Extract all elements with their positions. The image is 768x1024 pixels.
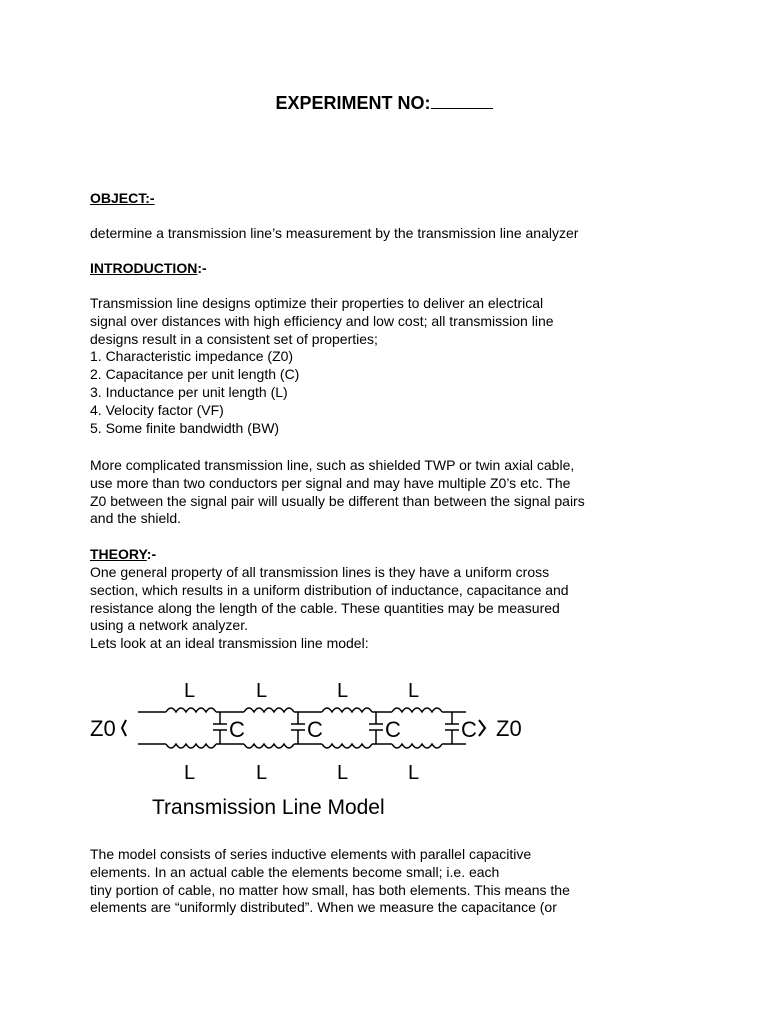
- text-line: tiny portion of cable, no matter how small, has both elements. This means the: [90, 881, 570, 898]
- text-line: More complicated transmission line, such as shielded TWP or twin axial cable,: [90, 457, 575, 473]
- capacitor-label: C: [229, 717, 245, 742]
- text-line: The model consists of series inductive elements with parallel capacitive: [90, 846, 532, 862]
- introduction-heading-text: INTRODUCTION: [90, 260, 198, 276]
- theory-heading-suffix: :-: [146, 546, 157, 562]
- inductor-label: L: [337, 762, 349, 784]
- text-line: section, which results in a uniform distribution of inductance, capacitance and: [90, 581, 569, 598]
- text-line: and the shield.: [90, 510, 182, 527]
- property-item: 3. Inductance per unit length (L): [90, 383, 288, 400]
- text-line: signal over distances with high efficiency and low cost; all transmission line: [90, 312, 554, 329]
- inductor-label: L: [184, 762, 196, 784]
- inductor-label: L: [408, 680, 420, 702]
- text-line: One general property of all transmission lines is they have a uniform cross: [90, 564, 550, 580]
- property-item: 2. Capacitance per unit length (C): [90, 366, 300, 383]
- property-item: 1. Characteristic impedance (Z0): [90, 348, 294, 365]
- object-heading: [90, 190, 155, 206]
- experiment-title: [0, 93, 768, 114]
- inductor-label: L: [184, 680, 196, 702]
- top-rail: [138, 708, 466, 712]
- experiment-number-blank: [431, 94, 493, 109]
- text-line: Z0 between the signal pair will usually be different than between the signal pairs: [90, 492, 585, 509]
- transmission-line-model-diagram: [86, 672, 536, 822]
- capacitor-label: C: [461, 717, 477, 742]
- object-text: [90, 225, 650, 243]
- introduction-paragraph-2: [90, 457, 650, 528]
- text-line: Lets look at an ideal transmission line model:: [90, 635, 369, 652]
- diagram-caption: Transmission Line Model: [152, 796, 385, 819]
- object-line: determine a transmission line’s measurement by the transmission line analyzer: [90, 225, 579, 241]
- introduction-heading-suffix: :-: [197, 260, 207, 276]
- property-item: 5. Some finite bandwidth (BW): [90, 419, 280, 436]
- text-line: designs result in a consistent set of properties;: [90, 330, 378, 347]
- inductor-label: L: [256, 762, 268, 784]
- introduction-heading: [90, 260, 207, 276]
- model-paragraph: [90, 846, 650, 917]
- capacitor-label: C: [307, 717, 323, 742]
- right-port-label: Z0: [496, 716, 522, 741]
- inductor-label: L: [337, 680, 349, 702]
- text-line: elements. In an actual cable the elements become small; i.e. each: [90, 863, 500, 880]
- text-line: using a network analyzer.: [90, 617, 248, 634]
- left-port-label: Z0: [90, 716, 116, 741]
- text-line: Transmission line designs optimize their properties to deliver an electrical: [90, 295, 544, 311]
- text-line: resistance along the length of the cable. These quantities may be measured: [90, 599, 560, 616]
- theory-paragraph: [90, 564, 650, 653]
- text-line: use more than two conductors per signal and may have multiple Z0’s etc. The: [90, 474, 571, 491]
- theory-heading-text: THEORY: [90, 546, 147, 562]
- introduction-paragraph: [90, 295, 650, 437]
- capacitors: [213, 712, 459, 744]
- theory-heading: [90, 546, 156, 562]
- right-port-arrow: [479, 720, 485, 736]
- inductor-label: L: [408, 762, 420, 784]
- property-item: 4. Velocity factor (VF): [90, 401, 224, 418]
- left-port-arrow: [122, 720, 126, 736]
- experiment-title-text: EXPERIMENT NO:: [275, 93, 431, 113]
- text-line: elements are “uniformly distributed”. When we measure the capacitance (or: [90, 899, 557, 916]
- capacitor-label: C: [385, 717, 401, 742]
- inductor-label: L: [256, 680, 268, 702]
- bottom-rail: [138, 744, 466, 748]
- object-heading-text: OBJECT:-: [90, 190, 155, 206]
